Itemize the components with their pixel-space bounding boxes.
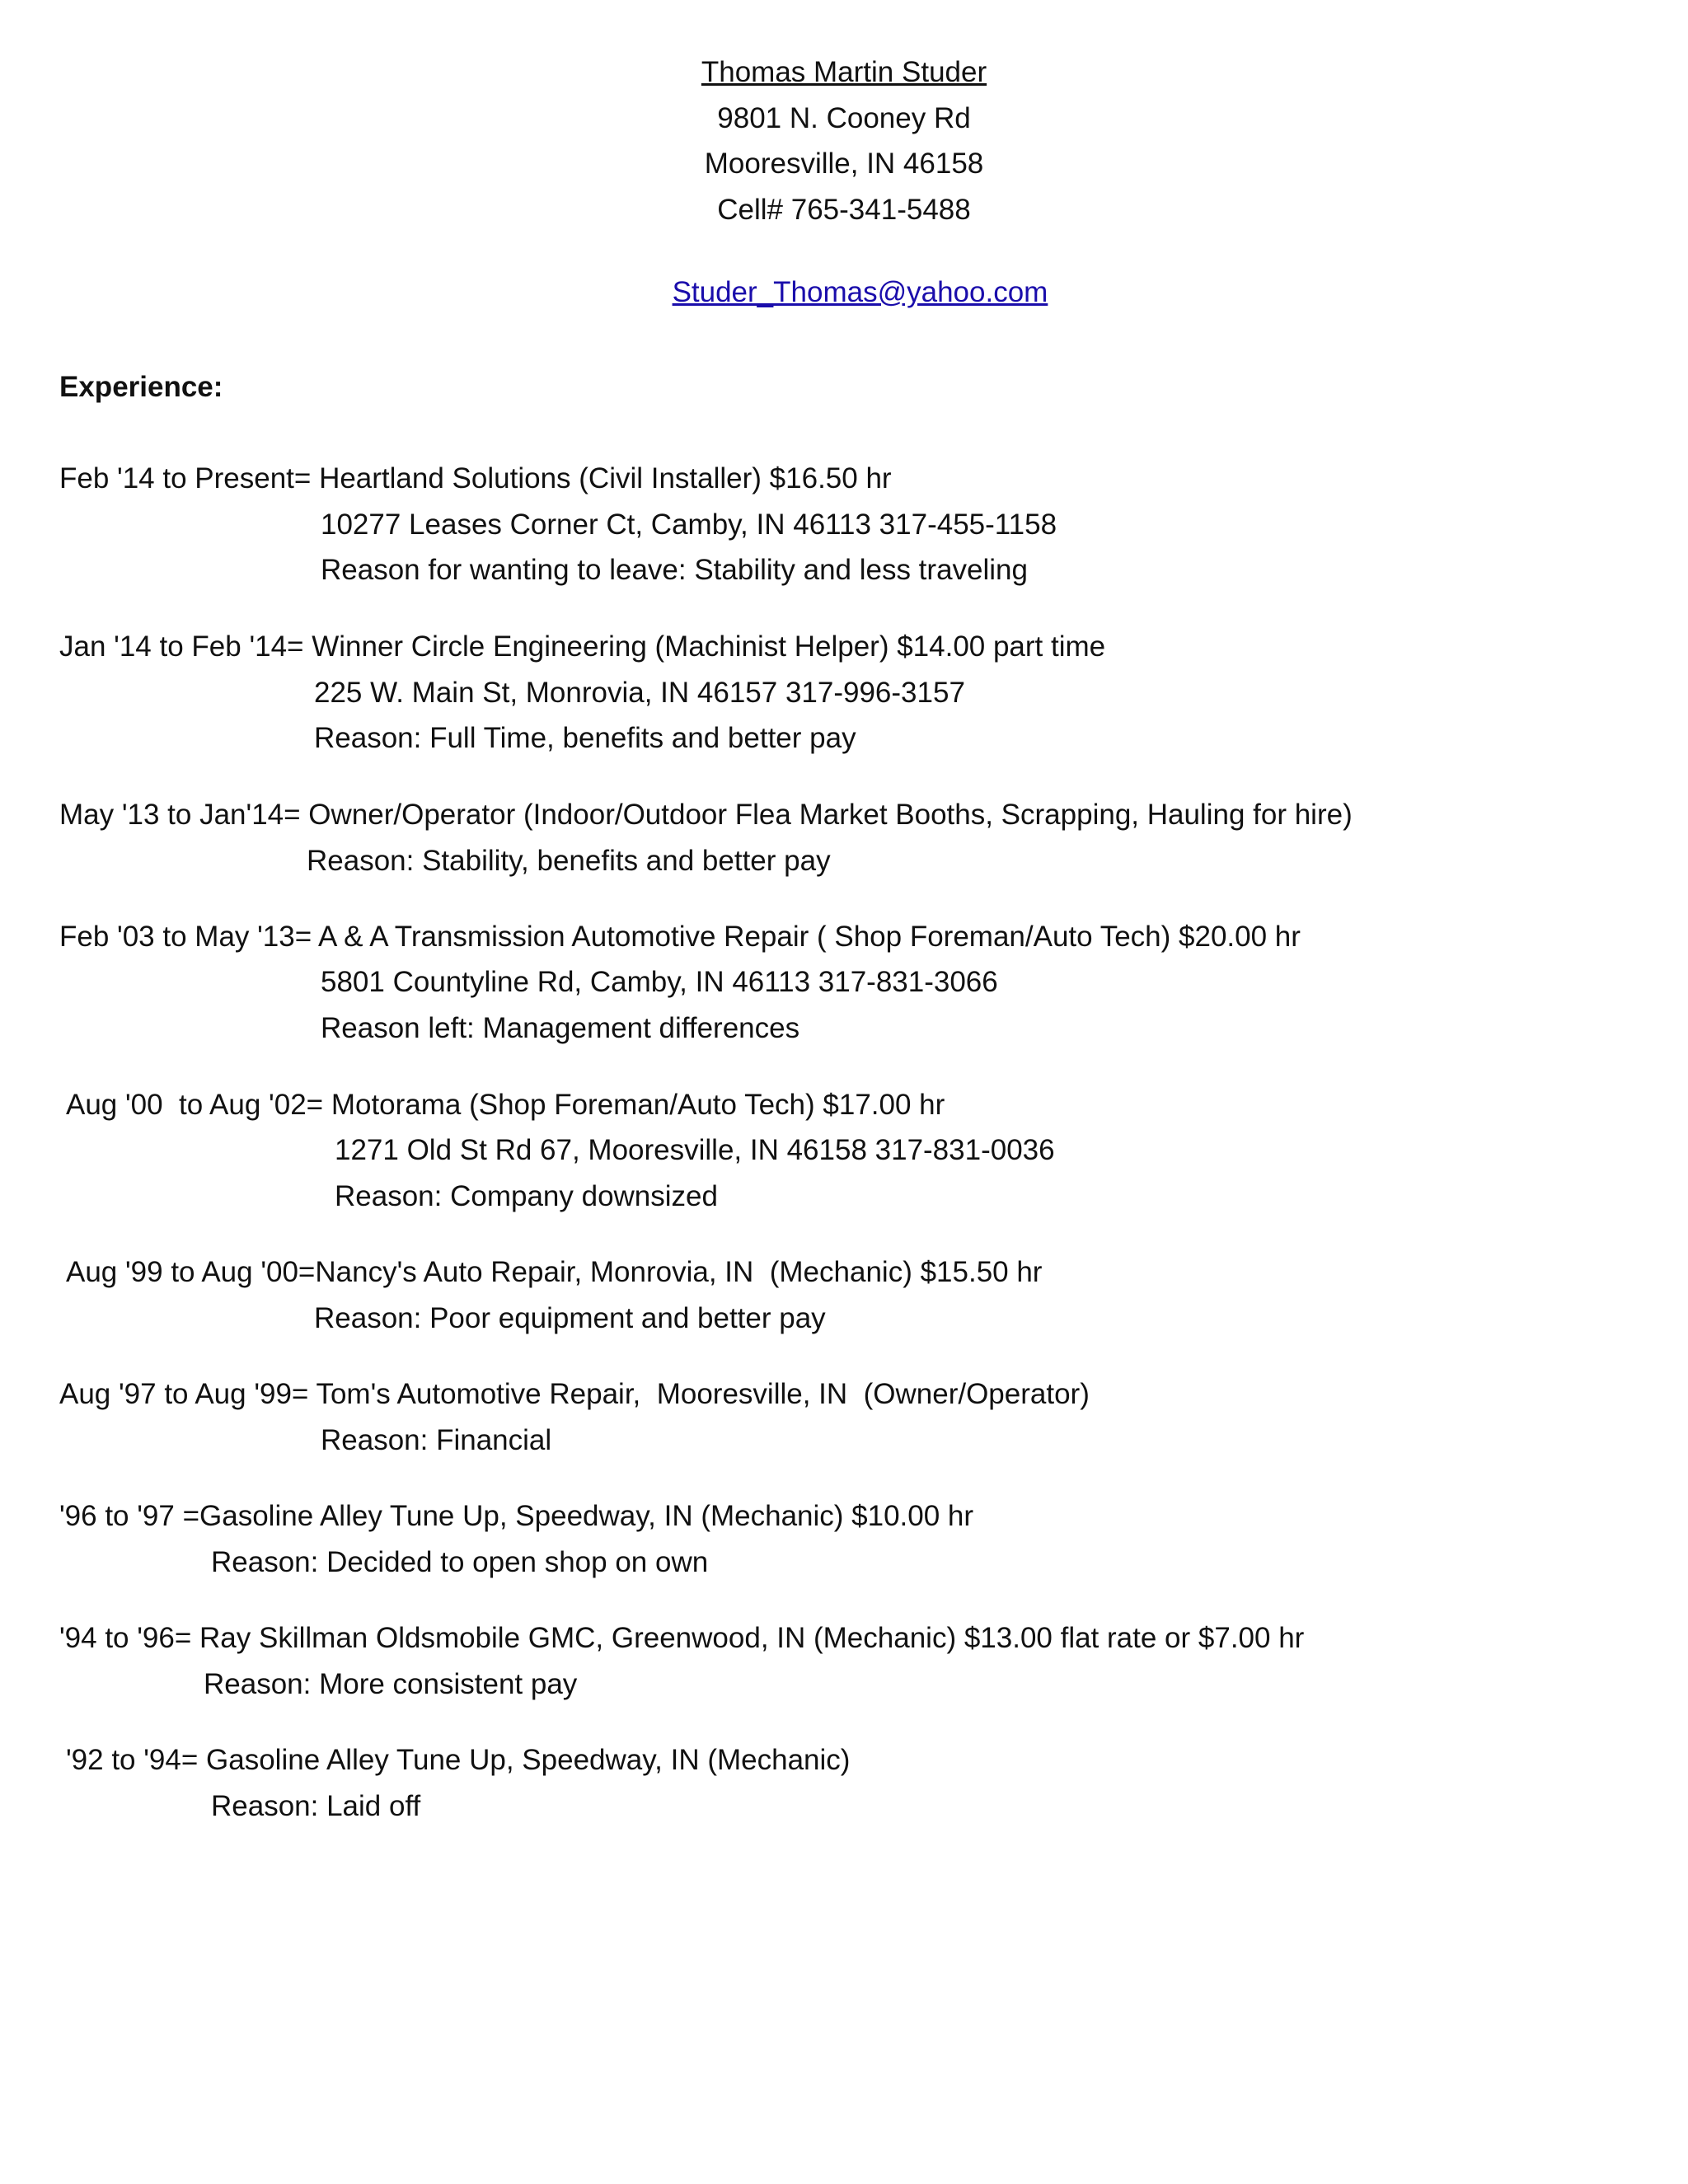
job-entry-title: '96 to '97 =Gasoline Alley Tune Up, Speedway, IN (Mechanic) $10.00 hr	[59, 1500, 974, 1532]
resume-name: Thomas Martin Studer	[701, 56, 987, 88]
address-city: Mooresville, IN 46158	[704, 148, 984, 180]
phone-number: Cell# 765-341-5488	[717, 194, 971, 226]
job-entry-title: Jan '14 to Feb '14= Winner Circle Engineering (Machinist Helper) $14.00 part time	[59, 630, 1106, 663]
job-entry-title: Aug '99 to Aug '00=Nancy's Auto Repair, Monrovia, IN (Mechanic) $15.50 hr	[66, 1256, 1043, 1288]
job-entry-detail: 1271 Old St Rd 67, Mooresville, IN 46158 317-831-0036	[335, 1134, 1055, 1166]
job-entry-detail: Reason: Decided to open shop on own	[211, 1546, 709, 1578]
job-entry-detail: Reason: Company downsized	[335, 1180, 718, 1212]
job-entry-detail: 10277 Leases Corner Ct, Camby, IN 46113 317-455-1158	[321, 509, 1057, 541]
address-street: 9801 N. Cooney Rd	[717, 102, 971, 134]
job-entry-detail: Reason: Financial	[321, 1424, 552, 1456]
job-entry-title: Feb '14 to Present= Heartland Solutions (Civil Installer) $16.50 hr	[59, 462, 892, 494]
job-entry-detail: Reason for wanting to leave: Stability and less traveling	[321, 554, 1028, 586]
job-entry-detail: Reason: Laid off	[211, 1790, 421, 1822]
job-entry-detail: Reason left: Management differences	[321, 1012, 800, 1044]
job-entry-title: '94 to '96= Ray Skillman Oldsmobile GMC, Greenwood, IN (Mechanic) $13.00 flat rate or $7.00 hr	[59, 1622, 1305, 1654]
job-entry-title: Aug '00 to Aug '02= Motorama (Shop Foreman/Auto Tech) $17.00 hr	[66, 1089, 945, 1121]
job-entry-detail: Reason: Stability, benefits and better pay	[307, 845, 831, 877]
job-entry-title: May '13 to Jan'14= Owner/Operator (Indoor/Outdoor Flea Market Booths, Scrapping, Hauling for hire)	[59, 799, 1353, 831]
job-entry-title: '92 to '94= Gasoline Alley Tune Up, Speedway, IN (Mechanic)	[66, 1744, 851, 1776]
job-entry-title: Feb '03 to May '13= A & A Transmission Automotive Repair ( Shop Foreman/Auto Tech) $20.00 hr	[59, 921, 1301, 953]
job-entry-detail: Reason: More consistent pay	[204, 1668, 578, 1700]
email-link[interactable]: Studer_Thomas@yahoo.com	[672, 276, 1048, 308]
job-entry-detail: Reason: Poor equipment and better pay	[314, 1302, 826, 1334]
job-entry-title: Aug '97 to Aug '99= Tom's Automotive Repair, Mooresville, IN (Owner/Operator)	[59, 1378, 1090, 1410]
job-entry-detail: 5801 Countyline Rd, Camby, IN 46113 317-831-3066	[321, 966, 998, 998]
experience-heading: Experience:	[59, 371, 223, 403]
email-row	[0, 238, 1688, 347]
job-entry-detail: 225 W. Main St, Monrovia, IN 46157 317-996-3157	[314, 677, 965, 709]
job-entry-detail: Reason: Full Time, benefits and better pay	[314, 722, 856, 754]
